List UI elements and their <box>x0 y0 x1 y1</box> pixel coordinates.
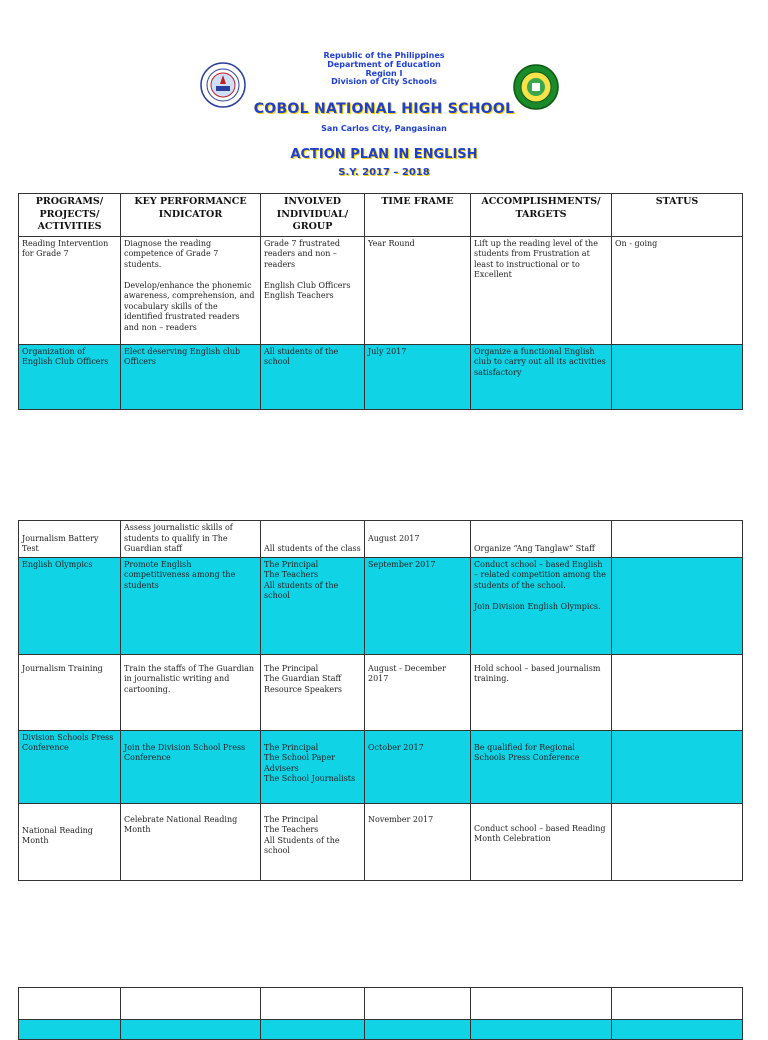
cell-kpi: Diagnose the reading competence of Grade 7 students. Develop/enhance the phonemic awareness, comprehension, and vocabulary skills of the identified frustrated readers and non – readers <box>121 236 261 344</box>
cell-program: Journalism Training <box>19 654 121 730</box>
col-header-targets: ACCOMPLISHMENTS/ TARGETS <box>471 194 612 237</box>
table-row <box>19 521 743 558</box>
cell-target: Conduct school – based English – related competition among the students of the school. Join Division English Olympics. <box>471 557 612 654</box>
table-row <box>19 654 743 730</box>
action-plan-table-1 <box>18 193 743 410</box>
cell-time: August 2017 <box>365 521 471 558</box>
cell-status <box>612 988 743 1020</box>
cell-kpi: Celebrate National Reading Month <box>121 803 261 880</box>
cell-involved: Grade 7 frustrated readers and non – readers English Club Officers English Teachers <box>261 236 365 344</box>
cell-program: Journalism Battery Test <box>19 521 121 558</box>
header-row <box>19 194 743 237</box>
division-line: Division of City Schools <box>331 77 437 87</box>
table-row <box>19 803 743 880</box>
cell-time <box>365 988 471 1020</box>
school-year: S.Y. 2017 – 2018 <box>338 167 430 178</box>
cell-target: Organize “Ang Tanglaw” Staff <box>471 521 612 558</box>
cell-kpi: Train the staffs of The Guardian in journalistic writing and cartooning. <box>121 654 261 730</box>
table-row <box>19 1020 743 1040</box>
cell-target: Hold school – based journalism training. <box>471 654 612 730</box>
region-line: Region I <box>365 68 403 78</box>
table-row <box>19 236 743 344</box>
cell-status <box>612 730 743 803</box>
republic-line: Republic of the Philippines <box>323 51 445 60</box>
cell-program: Division Schools Press Conference <box>19 730 121 803</box>
cell-kpi: Join the Division School Press Conference <box>121 730 261 803</box>
col-header-kpi: KEY PERFORMANCE INDICATOR <box>121 194 261 237</box>
department-line: Department of Education <box>327 59 441 69</box>
cell-target: Conduct school – based Reading Month Celebration <box>471 803 612 880</box>
action-plan-table-2 <box>18 520 743 881</box>
cell-program <box>19 1020 121 1040</box>
cell-involved: All students of the school <box>261 344 365 409</box>
cell-status <box>612 521 743 558</box>
cell-status <box>612 654 743 730</box>
cell-target: Organize a functional English club to carry out all its activities satisfactory <box>471 344 612 409</box>
table-row <box>19 730 743 803</box>
cell-target <box>471 988 612 1020</box>
school-name: COBOL NATIONAL HIGH SCHOOL <box>253 101 515 117</box>
cell-kpi: Assess journalistic skills of students to qualify in The Guardian staff <box>121 521 261 558</box>
col-header-status: STATUS <box>612 194 743 237</box>
cell-status <box>612 344 743 409</box>
school-address: San Carlos City, Pangasinan <box>321 124 447 133</box>
letterhead <box>0 52 768 87</box>
cell-involved: The Principal The Teachers All Students of the school <box>261 803 365 880</box>
cell-target: Be qualified for Regional Schools Press Conference <box>471 730 612 803</box>
table-row <box>19 344 743 409</box>
document-title: ACTION PLAN IN ENGLISH <box>290 147 478 162</box>
cell-involved: The Principal The Guardian Staff Resource Speakers <box>261 654 365 730</box>
cell-involved: All students of the class <box>261 521 365 558</box>
cell-time: October 2017 <box>365 730 471 803</box>
cell-time: September 2017 <box>365 557 471 654</box>
cell-time: August - December 2017 <box>365 654 471 730</box>
cell-time: November 2017 <box>365 803 471 880</box>
cell-status <box>612 557 743 654</box>
cell-program: Reading Intervention for Grade 7 <box>19 236 121 344</box>
table-row <box>19 988 743 1020</box>
cell-program: English Olympics <box>19 557 121 654</box>
cell-involved: The Principal The School Paper Advisers The School Journalists <box>261 730 365 803</box>
cell-kpi: Elect deserving English club Officers <box>121 344 261 409</box>
cell-time <box>365 1020 471 1040</box>
action-plan-table-3 <box>18 987 743 1040</box>
cell-status: On - going <box>612 236 743 344</box>
cell-time: Year Round <box>365 236 471 344</box>
cell-program <box>19 988 121 1020</box>
cell-status <box>612 803 743 880</box>
col-header-time-frame: TIME FRAME <box>365 194 471 237</box>
table-row <box>19 557 743 654</box>
cell-status <box>612 1020 743 1040</box>
cell-target <box>471 1020 612 1040</box>
cell-kpi: Promote English competitiveness among the students <box>121 557 261 654</box>
cell-involved: The Principal The Teachers All students of the school <box>261 557 365 654</box>
cell-involved <box>261 988 365 1020</box>
col-header-involved: INVOLVED INDIVIDUAL/ GROUP <box>261 194 365 237</box>
cell-involved <box>261 1020 365 1040</box>
cell-program: Organization of English Club Officers <box>19 344 121 409</box>
cell-program: National Reading Month <box>19 803 121 880</box>
col-header-programs: PROGRAMS/ PROJECTS/ ACTIVITIES <box>19 194 121 237</box>
cell-target: Lift up the reading level of the students from Frustration at least to instructional or to Excellent <box>471 236 612 344</box>
cell-time: July 2017 <box>365 344 471 409</box>
cell-kpi <box>121 988 261 1020</box>
cell-kpi <box>121 1020 261 1040</box>
